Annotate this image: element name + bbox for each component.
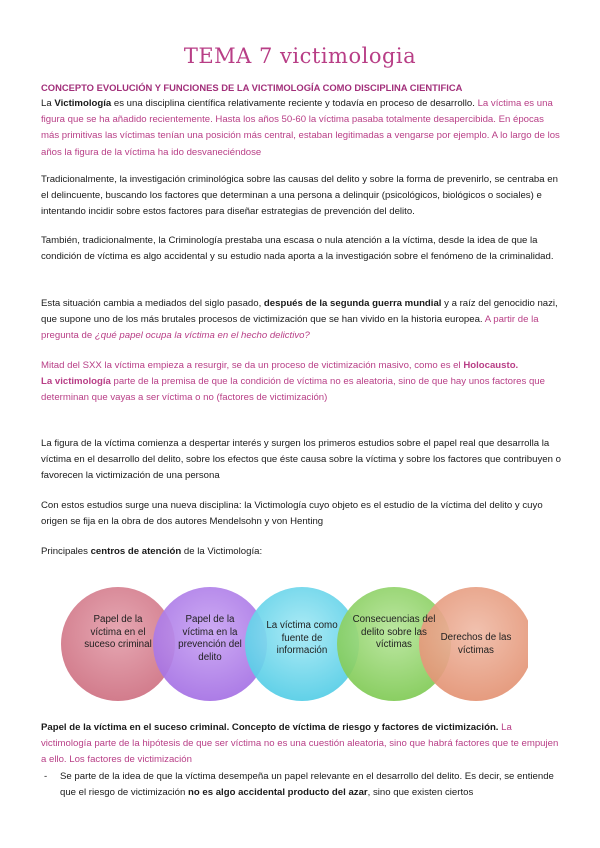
venn-label-3: La víctima como fuente de información — [266, 620, 338, 656]
venn-label-5: Derechos de las víctimas — [440, 632, 512, 656]
paragraph-4 — [41, 296, 561, 345]
bullet-item-1 — [44, 769, 560, 801]
paragraph-8 — [41, 544, 561, 560]
p4-text-c: y a raíz del genocidio nazi, que supone uno de los más brutales procesos de victimización que se han vivido en la historia europea. — [41, 298, 558, 326]
section-heading-text: CONCEPTO EVOLUCIÓN Y FUNCIONES DE LA VICTIMOLOGÍA COMO DISCIPLINA CIENTIFICA — [41, 82, 463, 93]
p5-pink-a: Mitad del SXX la víctima empieza a resurgir, se da un proceso de victimización masivo, como es el — [41, 360, 464, 371]
bullet1-text-c: , sino que existen ciertos — [367, 787, 474, 799]
paragraph-5 — [41, 358, 561, 407]
paragraph-6 — [41, 436, 561, 485]
p6-text: La figura de la víctima comienza a despertar interés y surgen los primeros estudios sobre el papel real que desarrolla la víctima en el desarrollo del delito, sobre los efectos que éste causa sobre la víctima y sobre los factores que contribuyen o favorecen la victimización de una persona — [41, 438, 561, 482]
p9-bold-heading: Papel de la víctima en el suceso criminal. Concepto de víctima de riesgo y factores de victimización. — [41, 722, 499, 733]
venn-label-2: Papel de la víctima en la prevención del delito — [178, 614, 242, 663]
bullet-dash: - — [44, 771, 48, 782]
paragraph-7 — [41, 498, 561, 530]
p7-text: Con estos estudios surge una nueva disciplina: la Victimología cuyo objeto es el estudio de la víctima del delito y cuyo origen se fija en la obra de dos autores Mendelsohn y von Henting — [41, 500, 543, 528]
venn-diagram — [58, 584, 528, 704]
bullet1-bold: no es algo accidental producto del azar — [187, 787, 368, 799]
paragraph-3 — [41, 233, 561, 265]
p4-pink-text: A partir de la pregunta de — [41, 314, 539, 342]
bullet1-text-a: Se parte de la idea de que la víctima desempeña un papel relevante en el desarrollo del delito. Es decir, se entiende que el riesgo de victimización — [60, 771, 554, 799]
paragraph-9 — [41, 720, 561, 769]
section-heading — [41, 80, 561, 97]
p1-text-a: La — [41, 98, 55, 109]
p4-bold: después de la segunda guerra mundial — [263, 298, 442, 309]
page-title: TEMA 7 victimologia — [183, 44, 417, 68]
p8-text-a: Principales — [41, 546, 91, 557]
p2-text: Tradicionalmente, la investigación criminológica sobre las causas del delito y sobre la forma de prevenirlo, se centraba en el delincuente, buscando los factores que determinan a una persona a delinquir (psicológicos, biológicos o sociales) e intentando incidir sobre estos factores para diseñar estrategias de prevención del delito. — [41, 174, 558, 218]
p5-pink-d: parte de la premisa de que la condición de víctima no es aleatoria, sino de que hay unos factores que determinan que vayas a ser víctima o no (factores de victimización) — [41, 376, 545, 404]
p1-pink-text: La víctima es una figura que se ha añadido recientemente. Hasta los años 50-60 la víctima pasaba totalmente desapercibida. En épocas más primitivas las víctimas tenían una posición más central, estaban legitimadas a vengarse por ejemplo. A lo largo de los años la figura de la víctima ha ido desvaneciéndose — [41, 98, 560, 158]
p5-holocausto: Holocausto. — [463, 360, 519, 371]
paragraph-1 — [41, 96, 561, 161]
p1-text-c: es una disciplina científica relativamente reciente y todavía en proceso de desarrollo. — [111, 98, 475, 109]
p4-pink-italic: ¿qué papel ocupa la víctima en el hecho delictivo? — [94, 330, 310, 342]
p8-text-c: de la Victimología: — [181, 546, 263, 557]
p4-text-a: Esta situación cambia a mediados del siglo pasado, — [41, 298, 264, 309]
venn-label-4: Consecuencias del delito sobre las víctimas — [352, 614, 436, 650]
p1-victimologia-bold: Victimología — [54, 98, 112, 109]
p3-text: También, tradicionalmente, la Criminología prestaba una escasa o nula atención a la víctima, desde la idea de que la condición de víctima es algo accidental y su estudio nada aporta a la investigación sobre el fenómeno de la criminalidad. — [41, 235, 554, 263]
p9-pink-text: La victimología parte de la hipótesis de que ser víctima no es una cuestión aleatoria, sino que habrá factores que te empujen a ello. Los factores de victimización — [41, 722, 559, 766]
venn-label-1: Papel de la víctima en el suceso criminal — [84, 614, 152, 650]
paragraph-2 — [41, 172, 561, 221]
p5-victimologia: La victimología — [41, 376, 111, 388]
p8-bold: centros de atención — [90, 546, 182, 557]
